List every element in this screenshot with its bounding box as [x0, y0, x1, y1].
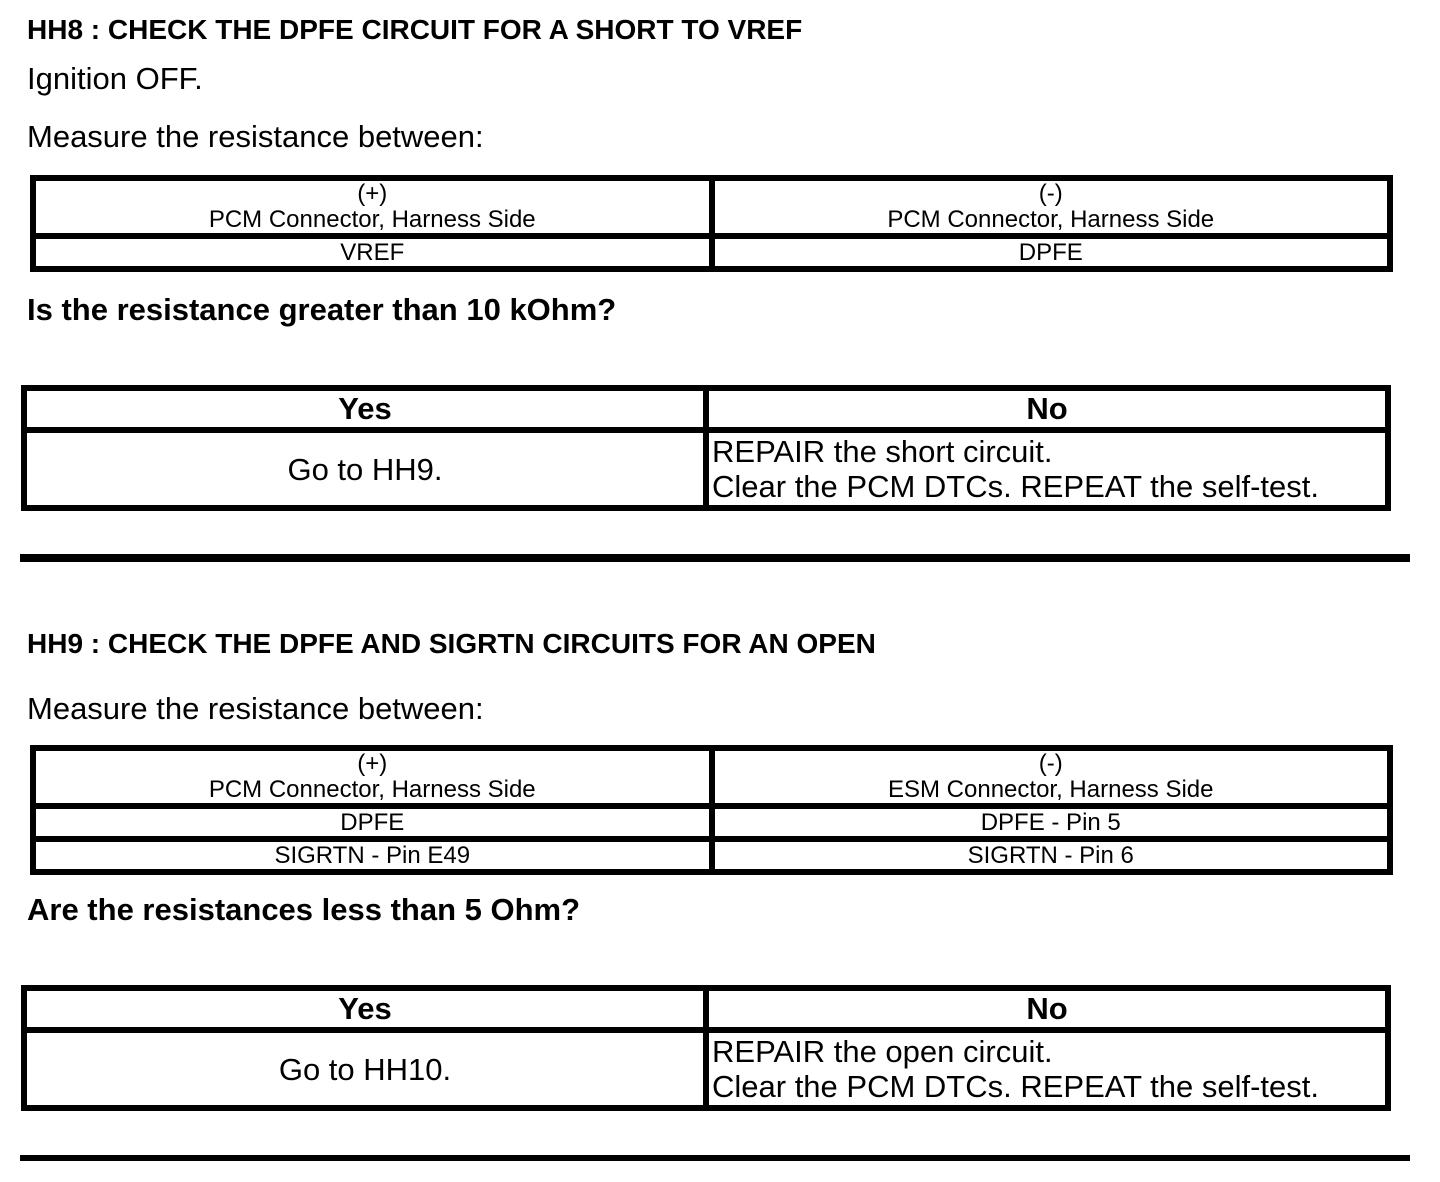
- measure-table-header-row: [33, 178, 1390, 236]
- step-heading-hh8: HH8 : CHECK THE DPFE CIRCUIT FOR A SHORT TO VREF: [27, 14, 803, 45]
- measure-col-positive: [33, 748, 712, 806]
- measure-pin-negative: SIGRTN - Pin 6: [712, 839, 1391, 872]
- instruction-measure-hh9: Measure the resistance between:: [27, 691, 484, 726]
- no-action: [706, 430, 1388, 508]
- polarity-negative: (-): [1038, 750, 1063, 777]
- question-hh8: Is the resistance greater than 10 kOhm?: [27, 292, 617, 327]
- measure-col-negative: [712, 748, 1391, 806]
- connector-label-negative: ESM Connector, Harness Side: [888, 776, 1214, 803]
- question-hh9: Are the resistances less than 5 Ohm?: [27, 892, 581, 927]
- section-divider-rule: [20, 554, 1410, 562]
- no-action: [706, 1030, 1388, 1108]
- decision-table-hh8: [21, 385, 1391, 511]
- polarity-negative: (-): [1038, 180, 1063, 207]
- no-action-line: REPAIR the open circuit.: [712, 1034, 1053, 1069]
- yes-header: Yes: [24, 988, 706, 1030]
- no-action-line: REPAIR the short circuit.: [712, 434, 1053, 469]
- no-header: No: [706, 988, 1388, 1030]
- measure-table-row: [33, 839, 1390, 872]
- no-header: No: [706, 388, 1388, 430]
- measure-table-header-row: [33, 748, 1390, 806]
- instruction-measure-hh8: Measure the resistance between:: [27, 119, 484, 154]
- measure-table-row: [33, 236, 1390, 269]
- measure-pin-negative: DPFE - Pin 5: [712, 806, 1391, 839]
- measure-col-negative: [712, 178, 1391, 236]
- polarity-positive: (+): [357, 180, 388, 207]
- decision-table-hh9: [21, 985, 1391, 1111]
- measure-table-hh8: [30, 175, 1393, 272]
- decision-header-row: [24, 988, 1388, 1030]
- connector-label-negative: PCM Connector, Harness Side: [887, 206, 1215, 233]
- measure-pin-positive: VREF: [33, 236, 712, 269]
- decision-body-row: [24, 1030, 1388, 1108]
- yes-action: Go to HH9.: [24, 430, 706, 508]
- yes-header: Yes: [24, 388, 706, 430]
- polarity-positive: (+): [357, 750, 388, 777]
- measure-col-positive: [33, 178, 712, 236]
- yes-action: Go to HH10.: [24, 1030, 706, 1108]
- instruction-ignition-off: Ignition OFF.: [27, 61, 203, 96]
- no-action-line: Clear the PCM DTCs. REPEAT the self-test.: [712, 469, 1319, 504]
- measure-table-hh9: [30, 745, 1393, 875]
- step-heading-hh9: HH9 : CHECK THE DPFE AND SIGRTN CIRCUITS FOR AN OPEN: [27, 628, 876, 659]
- measure-pin-negative: DPFE: [712, 236, 1391, 269]
- measure-pin-positive: DPFE: [33, 806, 712, 839]
- connector-label-positive: PCM Connector, Harness Side: [208, 776, 536, 803]
- section-divider-rule: [20, 1155, 1410, 1161]
- no-action-line: Clear the PCM DTCs. REPEAT the self-test.: [712, 1069, 1319, 1104]
- measure-table-row: [33, 806, 1390, 839]
- measure-pin-positive: SIGRTN - Pin E49: [33, 839, 712, 872]
- decision-header-row: [24, 388, 1388, 430]
- document-page: [0, 16, 1440, 1161]
- decision-body-row: [24, 430, 1388, 508]
- connector-label-positive: PCM Connector, Harness Side: [208, 206, 536, 233]
